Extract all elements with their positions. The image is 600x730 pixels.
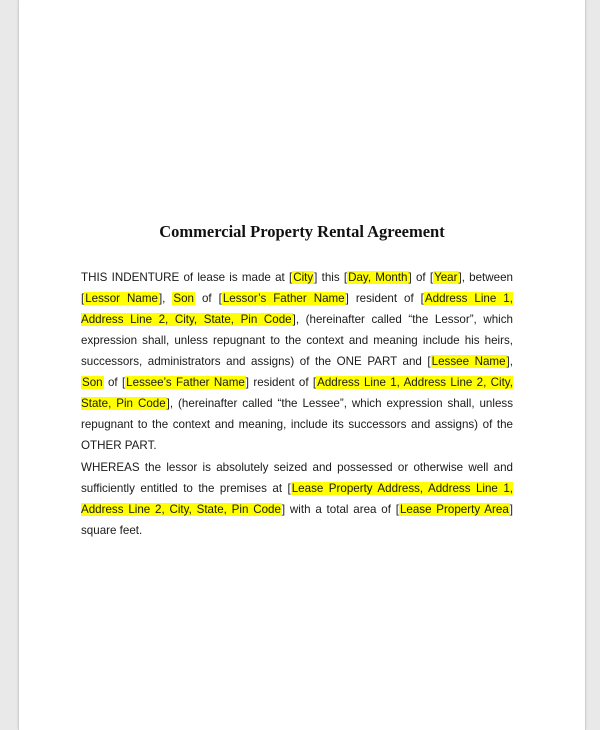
- document-title: Commercial Property Rental Agreement: [159, 222, 445, 241]
- document-page: [18, 0, 586, 730]
- placeholder-lessor-address: Address Line 1, Address Line 2, City, State, Pin Code: [81, 292, 513, 326]
- text-segment: ], (hereinafter called “the Lessee”, which expression shall, unless repugnant to the context and meaning, include its successors and assigns) of the OTHER PART.: [81, 397, 513, 452]
- text-segment: ] square feet.: [81, 503, 513, 537]
- placeholder-day-month: Day, Month: [348, 271, 408, 284]
- placeholder-son-lessee: Son: [82, 376, 103, 389]
- text-segment: THIS INDENTURE of lease is made at [: [81, 271, 293, 284]
- text-segment: ] resident of [: [345, 292, 424, 305]
- text-segment: ] with a total area of [: [281, 503, 399, 516]
- text-segment: ] of [: [408, 271, 434, 284]
- placeholder-year: Year: [434, 271, 458, 284]
- paragraph-whereas: [81, 457, 513, 541]
- text-segment: ],: [158, 292, 173, 305]
- paragraph-indenture: [81, 267, 513, 456]
- placeholder-lessee-address: Address Line 1, Address Line 2, City, State, Pin Code: [81, 376, 513, 410]
- text-segment: WHEREAS the lessor is absolutely seized and possessed or otherwise well and sufficiently entitled to the premises at [: [81, 461, 513, 495]
- text-segment: of [: [195, 292, 222, 305]
- placeholder-property-area: Lease Property Area: [399, 503, 509, 516]
- text-segment: ],: [506, 355, 513, 368]
- text-segment: ] resident of [: [245, 376, 317, 389]
- text-segment: ] this [: [314, 271, 348, 284]
- text-segment: ], between [: [81, 271, 513, 305]
- text-segment: of [: [103, 376, 126, 389]
- placeholder-lessee-father-name: Lessee’s Father Name: [126, 376, 245, 389]
- placeholder-property-address: Lease Property Address, Address Line 1, Address Line 2, City, State, Pin Code: [81, 482, 513, 516]
- placeholder-lessor-name: Lessor Name: [85, 292, 158, 305]
- text-segment: ], (hereinafter called “the Lessor”, which expression shall, unless repugnant to the context and meaning include his heirs, successors, administrators and assigns) of the ONE PART and [: [81, 313, 513, 368]
- placeholder-lessee-name: Lessee Name: [431, 355, 506, 368]
- placeholder-city: City: [293, 271, 314, 284]
- placeholder-lessor-father-name: Lessor’s Father Name: [222, 292, 345, 305]
- placeholder-son-lessor: Son: [173, 292, 194, 305]
